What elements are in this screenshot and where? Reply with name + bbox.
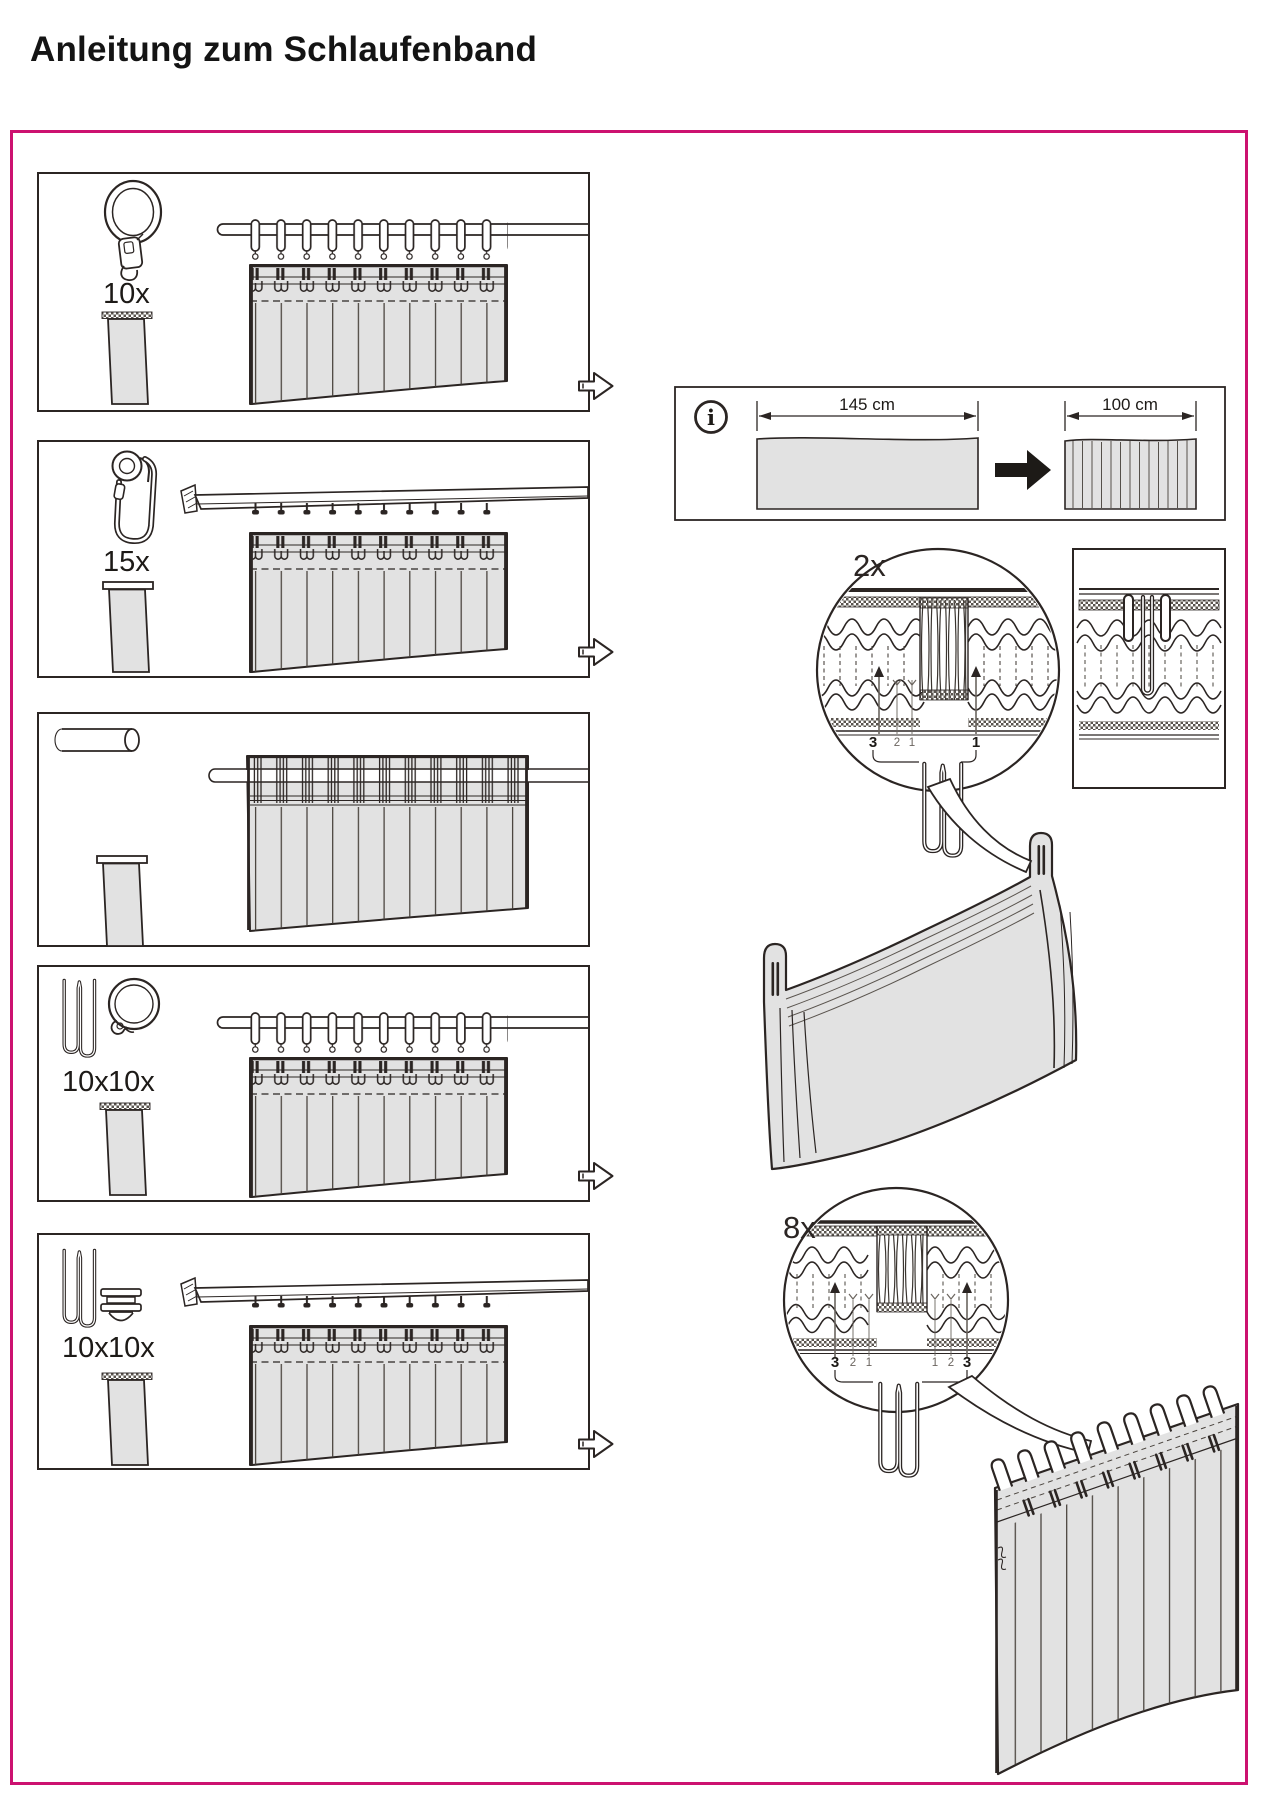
ring-count-label: 10x <box>108 1066 155 1098</box>
pocket-2-label: 2 <box>893 737 901 749</box>
info-box <box>675 387 1225 520</box>
pocket-3-label: 3 <box>868 734 878 751</box>
pocket-1-right-label: 1 <box>971 734 981 751</box>
flat-curtain-illustration <box>764 833 1076 1169</box>
curtain-illustration <box>250 265 507 404</box>
hook-count-label: 10x <box>62 1066 109 1098</box>
pocket-1-label: 1 <box>865 1357 873 1369</box>
info-icon-letter: i <box>707 405 715 430</box>
page-title: Anleitung zum Schlaufenband <box>30 30 538 69</box>
flat-fabric <box>757 438 978 509</box>
pocket-1-label: 1 <box>908 737 916 749</box>
ring-count-label: 10x <box>103 278 150 310</box>
fabric-loop <box>990 1458 1012 1491</box>
curtain-illustration <box>250 533 507 672</box>
detail-box-hook-inserted <box>1073 549 1225 788</box>
pocket-2-right-label: 2 <box>947 1357 955 1369</box>
glider-count-label: 15x <box>103 546 150 578</box>
pocket-2-label: 2 <box>849 1357 857 1369</box>
flat-width-label: 145 cm <box>839 395 895 414</box>
detail-8x <box>772 1188 1023 1476</box>
detail-2x <box>812 548 1064 856</box>
curtain-illustration <box>250 1058 507 1197</box>
hook-count-label: 10x <box>62 1332 109 1364</box>
detail-8x-label: 8x <box>783 1210 816 1245</box>
band-hook-mark <box>772 962 775 996</box>
gathered-fabric <box>1065 439 1196 509</box>
gathered-width-label: 100 cm <box>1102 395 1158 414</box>
glider-count-label: 10x <box>108 1332 155 1364</box>
detail-2x-label: 2x <box>853 548 886 583</box>
loop-curtain-illustration <box>990 1385 1238 1774</box>
band-hook-mark <box>1038 845 1041 875</box>
pocket-3-right-label: 3 <box>962 1354 972 1371</box>
pocket-3-label: 3 <box>830 1354 840 1371</box>
callout-tail <box>949 1376 1091 1453</box>
pocket-1-right-label: 1 <box>931 1357 939 1369</box>
curtain-illustration <box>250 1326 507 1465</box>
